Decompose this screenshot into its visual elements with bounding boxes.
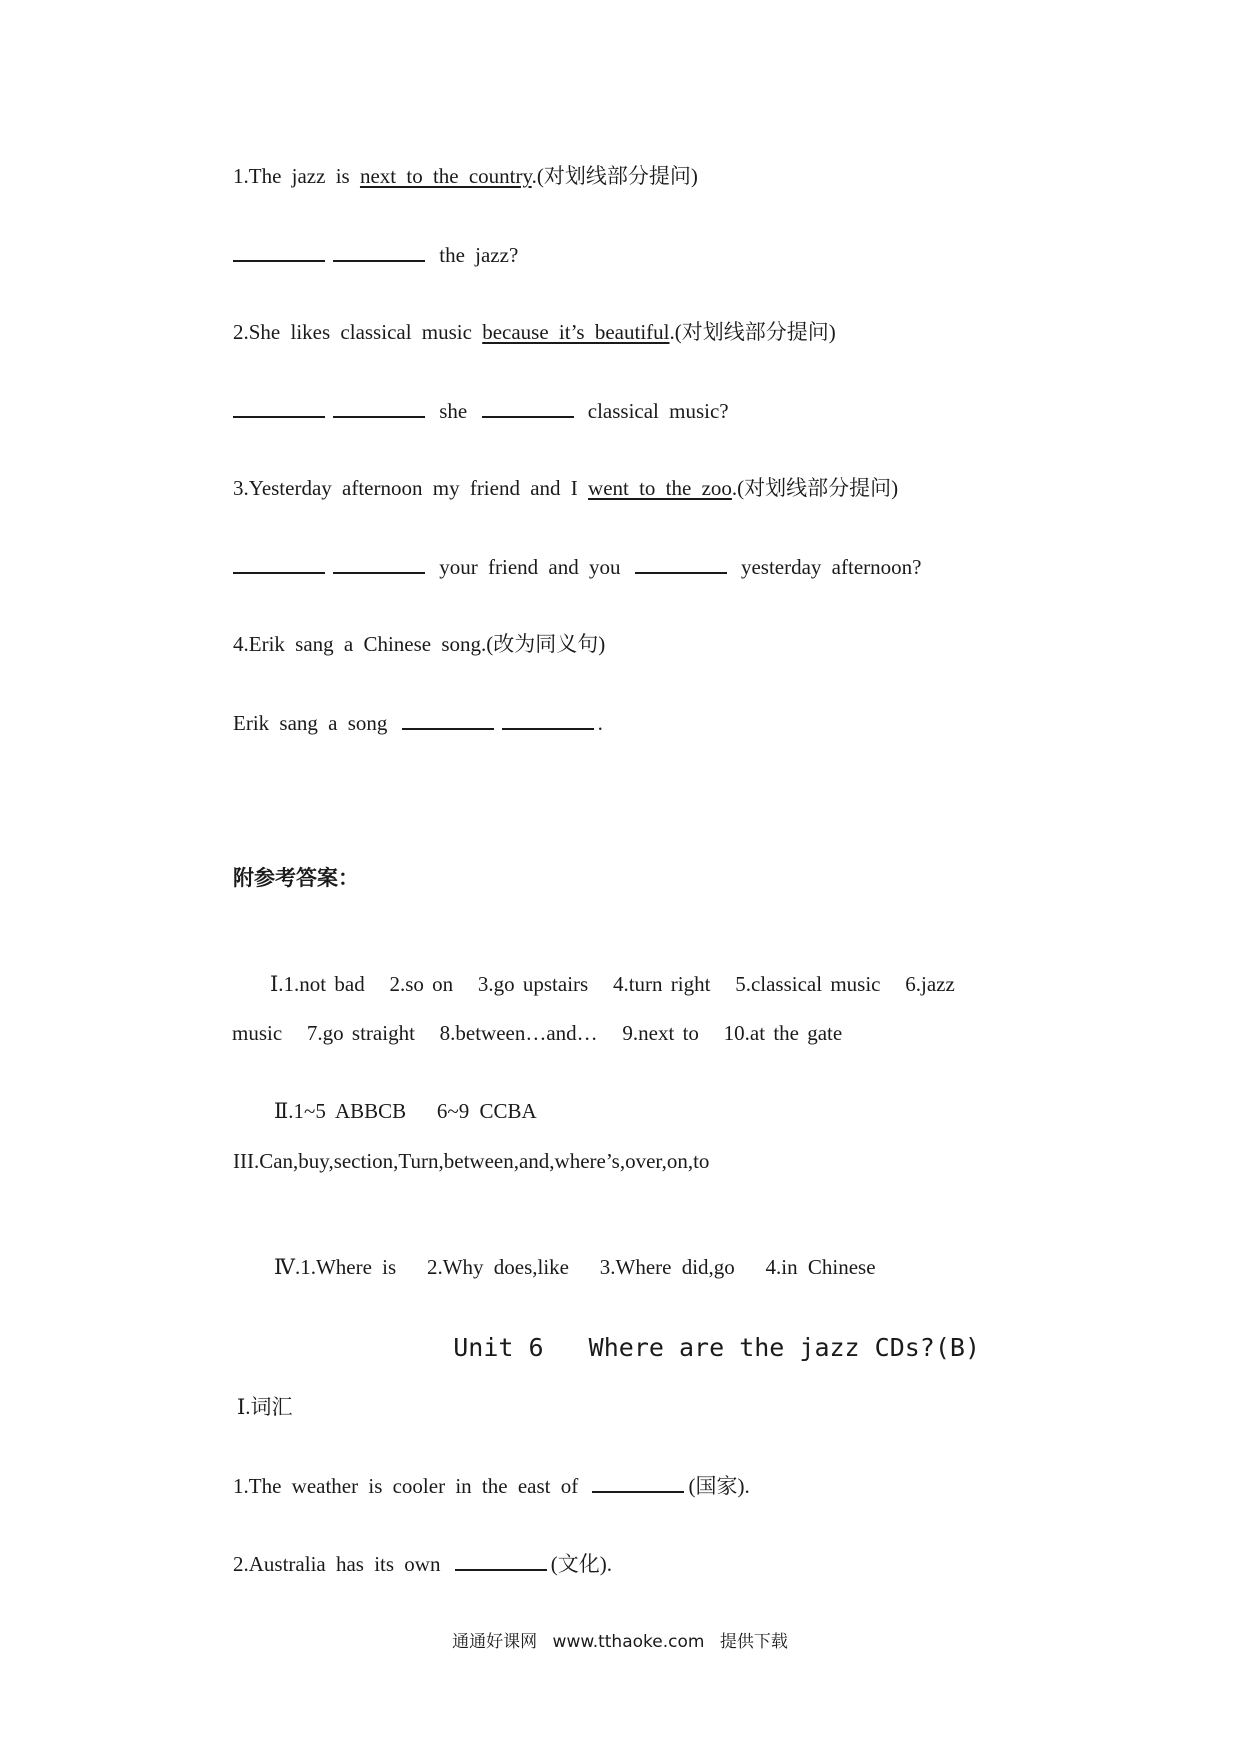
vocab-item-2 <box>233 1549 612 1578</box>
answer-blank[interactable] <box>233 396 325 418</box>
answer-blank[interactable] <box>333 240 425 262</box>
unit-title <box>393 1300 980 1396</box>
question-2-text: 2.She likes classical music <box>233 320 483 344</box>
answer-line-4-text: Erik sang a song <box>233 711 388 735</box>
answer-line-3-text: yesterday afternoon? <box>740 555 922 579</box>
question-2-instruction: .(对划线部分提问) <box>669 320 836 344</box>
answer-blank[interactable] <box>635 552 727 574</box>
answer-blank[interactable] <box>592 1471 684 1493</box>
question-3-instruction: .(对划线部分提问) <box>731 476 899 500</box>
footer-site-name: 通通好课网 <box>452 1632 538 1652</box>
answer-blank[interactable] <box>333 396 425 418</box>
answers-part-4 <box>233 1225 876 1309</box>
answer-blank[interactable] <box>402 708 494 730</box>
question-3-text: 3.Yesterday afternoon my friend and I <box>233 476 589 500</box>
vocab-item-1 <box>233 1471 750 1500</box>
answers-part-3 <box>233 1147 709 1175</box>
answers-part-4-text: Ⅳ.1.Where is 2.Why does,like 3.Where did,go 4.in Chinese <box>274 1255 876 1279</box>
answers-heading-text: 附参考答案： <box>233 866 359 890</box>
answer-line-4 <box>233 708 603 737</box>
answer-blank[interactable] <box>455 1549 547 1571</box>
answer-line-2-text: classical music? <box>587 399 729 423</box>
question-1-underlined: next to the country <box>359 164 532 188</box>
answer-line-4-period: . <box>597 711 603 735</box>
answers-part-2 <box>233 1069 537 1153</box>
vocab-item-2-text: 2.Australia has its own <box>233 1552 451 1576</box>
answer-blank[interactable] <box>233 552 325 574</box>
answer-line-2-mid: she <box>439 399 468 423</box>
question-2-underlined: because it’s beautiful <box>482 320 670 344</box>
section-vocabulary-heading <box>237 1393 293 1421</box>
answers-part-3-text: III.Can,buy,section,Turn,between,and,where’s,over,on,to <box>233 1149 710 1173</box>
answers-part-1-text: Ⅰ.1.not bad 2.so on 3.go upstairs 4.turn right 5.classical music 6.jazz <box>270 972 955 996</box>
question-1-text: 1.The jazz is <box>233 164 360 188</box>
footer-action: 提供下载 <box>719 1632 788 1652</box>
answer-line-3-mid: your friend and you <box>439 555 621 579</box>
answer-line-1-text: the jazz? <box>439 243 519 267</box>
answer-line-3 <box>233 552 921 581</box>
answers-part-2-text: Ⅱ.1~5 ABBCB 6~9 CCBA <box>274 1099 537 1123</box>
vocab-item-2-hint: (文化). <box>550 1552 612 1576</box>
footer-url[interactable]: www.tthaoke.com <box>552 1632 705 1652</box>
answers-part-1-text-2: music 7.go straight 8.between…and… 9.next to 10.at the gate <box>232 1021 843 1045</box>
answer-blank[interactable] <box>333 552 425 574</box>
question-2 <box>233 318 836 346</box>
answers-part-1-line-2 <box>199 991 842 1075</box>
section-vocabulary-text: Ⅰ.词汇 <box>237 1395 293 1419</box>
question-4 <box>233 630 605 658</box>
question-1-instruction: .(对划线部分提问) <box>531 164 698 188</box>
answer-blank[interactable] <box>502 708 594 730</box>
answers-heading <box>233 864 359 892</box>
question-3 <box>233 474 898 502</box>
vocab-item-1-text: 1.The weather is cooler in the east of <box>233 1474 589 1498</box>
answer-blank[interactable] <box>233 240 325 262</box>
unit-title-text: Unit 6 Where are the jazz CDs?(B) <box>453 1333 981 1362</box>
answer-line-1 <box>233 240 518 269</box>
question-3-underlined: went to the zoo <box>588 476 732 500</box>
question-4-text: 4.Erik sang a Chinese song.(改为同义句) <box>233 632 606 656</box>
page-footer <box>0 1631 1240 1653</box>
vocab-item-1-hint: (国家). <box>688 1474 750 1498</box>
answer-line-2 <box>233 396 729 425</box>
question-1 <box>233 162 698 190</box>
answer-blank[interactable] <box>482 396 574 418</box>
